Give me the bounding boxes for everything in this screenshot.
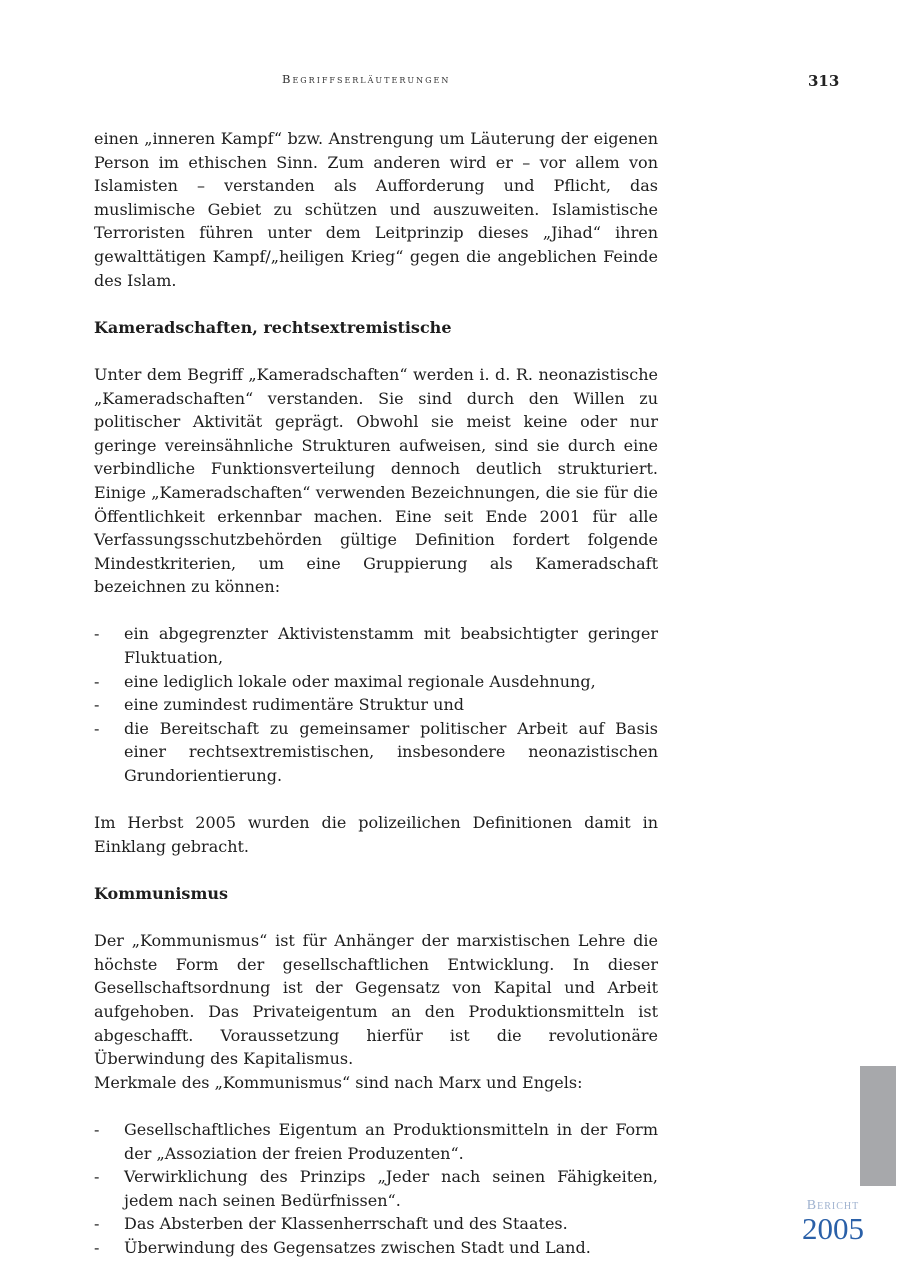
report-logo [798,1198,868,1244]
list-item: - eine zumindest rudimentäre Struktur und [94,693,658,717]
bullet-dash: - [94,1119,100,1139]
logo-word: Bericht [806,1198,860,1213]
bullet-dash: - [94,1214,100,1234]
bullet-dash: - [94,624,100,644]
list-item: - Gesellschaftliches Eigentum an Produktionsmitteln in der Form der „Assoziation der freien Produzenten“. [94,1119,658,1163]
kommunismus-intro-2: Merkmale des „Kommunismus“ sind nach Marx und Engels: [94,1072,583,1092]
list-item: - Überwindung des Gegensatzes zwischen Stadt und Land. [94,1236,658,1260]
list-item: - ein abgegrenzter Aktivistenstamm mit beabsichtigter geringer Fluktuation, [94,624,658,668]
kameradschaften-criteria-list [94,622,658,787]
section-heading-kameradschaften: Kameradschaften, rechtsextremistische [94,317,452,337]
continuation-paragraph: einen „inneren Kampf“ bzw. Anstrengung um Läuterung der eigenen Person im ethischen Sinn. Zum anderen wird er – vor allem von Islamisten – verstanden als Aufforderung und Pflicht, das muslimische Gebiet zu schützen und auszuweiten. Islamistische Terroristen führen unter dem Leitprinzip dieses „Jihad“ ihren gewalttätigen Kampf/„heiligen Krieg“ gegen die angeblichen Feinde des Islam. [94,129,658,290]
bullet-dash: - [94,671,100,691]
running-head: Begriffserläuterungen [282,72,451,86]
section-heading-kommunismus: Kommunismus [94,884,229,903]
bullet-dash: - [94,718,100,738]
kameradschaften-intro: Unter dem Begriff „Kameradschaften“ werden i. d. R. neonazistische „Kameradschaften“ verstanden. Sie sind durch den Willen zu politischer Aktivität geprägt. Obwohl sie meist keine oder nur geringe vereinsähnliche Strukturen aufweisen, sind sie durch eine verbindliche Funktionsverteilung dennoch deutlich strukturiert. Einige „Kameradschaften“ verwenden Bezeichnungen, die sie für die Öffentlichkeit erkennbar machen. Eine seit Ende 2001 für alle Verfassungsschutzbehörden gültige Definition fordert folgende Mindestkriterien, um eine Gruppierung als Kameradschaft bezeichnen zu können: [94,364,658,597]
list-item: - Das Absterben der Klassenherrschaft und des Staates. [94,1212,658,1236]
kommunismus-intro: Der „Kommunismus“ ist für Anhänger der marxistischen Lehre die höchste Form der gesellschaftlichen Entwicklung. In dieser Gesellschaftsordnung ist der Gegensatz von Kapital und Arbeit aufgehoben. Das Privateigentum an den Produktionsmitteln ist abgeschafft. Voraussetzung hierfür ist die revolutionäre Überwindung des Kapitalismus. [94,931,658,1069]
bullet-dash: - [94,1167,100,1187]
bullet-dash: - [94,695,100,715]
kommunismus-features-list [94,1118,658,1260]
logo-year: 2005 [802,1211,864,1246]
page-number: 313 [808,72,840,90]
kameradschaften-outro: Im Herbst 2005 wurden die polizeilichen Definitionen damit in Einklang gebracht. [94,813,658,856]
bullet-dash: - [94,1237,100,1257]
list-item: - Verwirklichung des Prinzips „Jeder nach seinen Fähigkeiten, jedem nach seinen Bedürfnissen“. [94,1167,658,1210]
list-item: - eine lediglich lokale oder maximal regionale Ausdehnung, [94,670,658,694]
list-item: - die Bereitschaft zu gemeinsamer politischer Arbeit auf Basis einer rechtsextremistischen, insbesondere neonazistischen Grundorientierung. [94,718,658,786]
chapter-tab-marker [860,1066,896,1186]
document-body [94,127,658,1283]
